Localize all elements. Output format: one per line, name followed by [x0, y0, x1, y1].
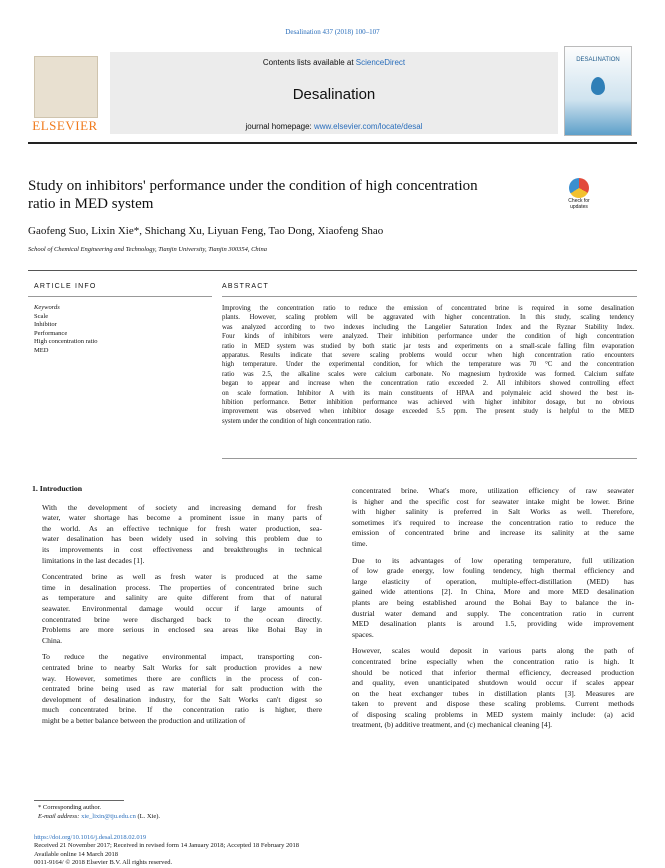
abstract-line: plants. However, scaling problem will be aggravated with higher concentration. In this study, scaling tendency [222, 314, 634, 322]
journal-homepage [110, 122, 558, 131]
article-info-rule [28, 296, 212, 297]
header-divider [28, 142, 637, 144]
text-line: of disposing scaling problems in MED system mainly include: (a) acid [352, 709, 634, 719]
text-line: time. [352, 538, 368, 548]
email-link[interactable]: xie_lixin@tju.edu.cn [81, 813, 136, 820]
text-line: large elasticity of operation, multiple-effect-distillation (MED) has [352, 576, 634, 586]
introduction-heading: 1. Introduction [32, 484, 83, 493]
copyright: 0011-9164/ © 2018 Elsevier B.V. All rights reserved. [34, 859, 173, 867]
abstract-line: hibition performance. Better inhibition performance was achieved with higher inhibitor dosage, but no obvious [222, 399, 634, 407]
text-line: is higher and the specific cost for seawater intake might be lower. Brine [352, 496, 634, 506]
abstract-line: ratio in MED system was studied by both static jar tests and experiments on a small-scale falling film evaporation [222, 342, 634, 350]
received-dates: Received 21 November 2017; Received in revised form 14 January 2018; Accepted 18 February 2018 [34, 842, 299, 850]
sciencedirect-link[interactable]: ScienceDirect [355, 58, 406, 67]
text-line: concentrated brine were discharged back to the ocean directly. [42, 614, 322, 624]
title-line: ratio in MED system [28, 196, 154, 212]
abstract-line: system under the condition of high concentration ratio. [222, 417, 372, 425]
keyword: Performance [34, 329, 68, 337]
abstract-line: Improving the concentration ratio to reduce the emission of concentrated brine is required in some desalination [222, 305, 634, 312]
text-line: With the development of society and increasing demand for fresh [42, 502, 322, 512]
online-date: Available online 14 March 2018 [34, 850, 118, 858]
text-line: Concentrated brine as well as fresh water is produced at the same [42, 572, 322, 582]
paragraph [32, 572, 322, 646]
text-line: much concentrated brine. If the concentration ratio is higher, there [42, 705, 322, 715]
footnote [38, 803, 160, 821]
column-body [32, 503, 322, 727]
article-footer [34, 834, 299, 868]
author-list: Gaofeng Suo, Lixin Xie*, Shichang Xu, Liyuan Feng, Tao Dong, Xiaofeng Shao [28, 225, 384, 237]
article-title [28, 177, 548, 213]
keyword: High concentration ratio [34, 338, 98, 345]
text-line: might be a better balance between the production and utilization of [42, 715, 246, 725]
text-line: concentrated brine especially when the concentration ratio is high. It [352, 656, 634, 666]
journal-citation[interactable]: Desalination 437 (2018) 100–107 [285, 28, 380, 36]
text-line: as temperature and salinity are quite different from that of natural [42, 593, 322, 603]
journal-cover[interactable] [564, 46, 632, 136]
article-info-heading: ARTICLE INFO [34, 283, 97, 290]
cover-title: DESALINATION [576, 57, 620, 63]
text-line: way. However, sometimes there are conflicts in the process of con- [42, 673, 322, 683]
text-line: MED desalination plants is around 1.5, providing wide improvement [352, 619, 634, 629]
text-line: limitations in the last decades [1]. [42, 555, 145, 565]
abstract-line: was analyzed according to two indexes including the Langelier Saturation Index and the Ryznar Stability Index. [222, 323, 634, 331]
crossmark-icon [569, 178, 589, 198]
paragraph [342, 646, 634, 731]
journal-banner [110, 52, 558, 134]
text-line: of low grade energy, low fouling tendency, high thermal efficiency and [352, 566, 634, 576]
text-line: concentrated brine. What's more, utilization efficiency of raw seawater [352, 486, 634, 495]
paragraph [32, 503, 322, 567]
abstract-heading: ABSTRACT [222, 283, 269, 290]
email-label: E-mail address: [38, 813, 82, 820]
crossmark-label: updates [570, 204, 588, 210]
corresponding-author-note: * Corresponding author. [38, 804, 102, 811]
abstract-text [222, 304, 634, 426]
doi-link[interactable]: https://doi.org/10.1016/j.desal.2018.02.019 [34, 834, 147, 841]
check-for-updates-badge[interactable] [566, 178, 592, 208]
text-line: the world. As an effective technique for fresh water production, sea- [42, 523, 322, 533]
title-line: Study on inhibitors' performance under the condition of high concentration [28, 178, 478, 194]
text-line: with higher salinity is preferred in Salt Works as well. Therefore, [352, 507, 634, 517]
body-column-right [342, 486, 634, 731]
text-line: China. [42, 635, 63, 645]
body-column-left [32, 484, 322, 726]
text-line: However, scales would deposit in various parts along the path of [352, 646, 634, 656]
text-line: plants are being established around the Bohai Bay to balance the in- [352, 597, 634, 607]
elsevier-tree-icon [34, 56, 98, 118]
text-line: centrated brine being used as raw material for salt production with the [42, 684, 322, 694]
text-line: Problems are more serious in enclosed sea areas like Bohai Bay in [42, 625, 322, 635]
text-line: water, water shortage has become a prominent issue in many parts of [42, 513, 322, 523]
abstract-line: apparatus. Results indicate that severe scaling problems would occur when high concentration ratio encounters [222, 352, 634, 360]
text-line: dustrial water demand and supply. The concentration ratio in current [352, 608, 634, 618]
abstract-line: ratio was 2.5, the alkaline scales were calcium carbonate. No magnesium hydroxide was formed. Calcium sulfate [222, 370, 634, 378]
keyword: Inhibitor [34, 321, 57, 328]
text-line: and quality, even unanticipated shutdown would occur if scales appear [352, 678, 634, 688]
email-line [38, 812, 160, 821]
text-line: development of desalination industry, for the Salt Works can't digest so [42, 694, 322, 704]
elsevier-logo[interactable] [28, 52, 102, 134]
keyword: Scale [34, 312, 49, 320]
text-line: time in desalination process. The properties of concentrated brine such [42, 582, 322, 592]
abstract-line: on scale formation. Inhibitor A with its main constituents of HPAA and polymaleic acid showed the best in- [222, 389, 634, 397]
text-line: on the heat exchanger tubes in distillation plants [3]. Measures are [352, 688, 634, 698]
column-body [342, 486, 634, 731]
journal-name: Desalination [292, 86, 376, 103]
text-line: taken to prevent and dispose these scaling problems. Current methods [352, 699, 634, 709]
abstract-line: improvement was observed when inhibitor dosage exceeded 5.5 ppm. The present study is helpful to the MED [222, 408, 634, 416]
affiliation: School of Chemical Engineering and Technology, Tianjin University, Tianjin 300354, China [28, 246, 267, 253]
abstract-rule [222, 296, 637, 297]
journal-masthead [28, 52, 637, 136]
text-line: sometimes it's required to increase the concentration ratio to reduce the [352, 517, 634, 527]
contents-line [110, 58, 558, 67]
text-line: Due to its advantages of low operating temperature, full utilization [352, 555, 634, 565]
paragraph [342, 486, 634, 550]
abstract-line: Four kinds of inhibitors were analyzed. Their inhibition performance under the condition of high concentration [222, 333, 634, 341]
contents-prefix: Contents lists available at [262, 58, 356, 67]
text-line: seawater. Environmental damage would occur if large amounts of [42, 603, 322, 613]
abstract-bottom-rule [222, 458, 637, 459]
paragraph [342, 556, 634, 641]
keywords-label: Keywords [34, 304, 60, 311]
email-suffix: (L. Xie). [135, 813, 161, 820]
footnote-rule [34, 800, 124, 801]
text-line: should be noticed that inferior thermal efficiency, decreased production [352, 667, 634, 677]
text-line: emission of concentrated brine and increase its salinity at the same [352, 528, 634, 538]
text-line: its improvements in cost effectiveness and breakthroughs in technical [42, 544, 322, 554]
text-line: treatment, (b) additive treatment, and (c) mechanical cleaning [4]. [352, 720, 553, 730]
text-line: To reduce the negative environmental impact, transporting con- [42, 652, 322, 662]
publisher-name: ELSEVIER [32, 118, 98, 133]
keywords-list [34, 304, 98, 355]
homepage-prefix: journal homepage: [245, 122, 314, 131]
text-line: gained wide attentions [2]. In China, More and more MED desalination [352, 587, 634, 597]
section-divider [28, 270, 637, 271]
abstract-line: high temperature. Under the experimental condition, for which the temperature was 70 °C and the concentration [222, 361, 634, 369]
keyword: MED [34, 346, 49, 354]
crossmark-label: Check for [568, 198, 590, 204]
text-line: centrated brine to nearby Salt Works for salt production provides a new [42, 662, 322, 672]
water-drop-icon [591, 77, 605, 95]
paragraph [32, 652, 322, 726]
homepage-link[interactable]: www.elsevier.com/locate/desal [314, 122, 423, 131]
abstract-line: began to appear and increase when the concentration ratio exceeded 2. All inhibitors showed controlling effect [222, 380, 634, 388]
text-line: water desalination has been widely used in solving this problem due to [42, 534, 322, 544]
text-line: spaces. [352, 629, 374, 639]
